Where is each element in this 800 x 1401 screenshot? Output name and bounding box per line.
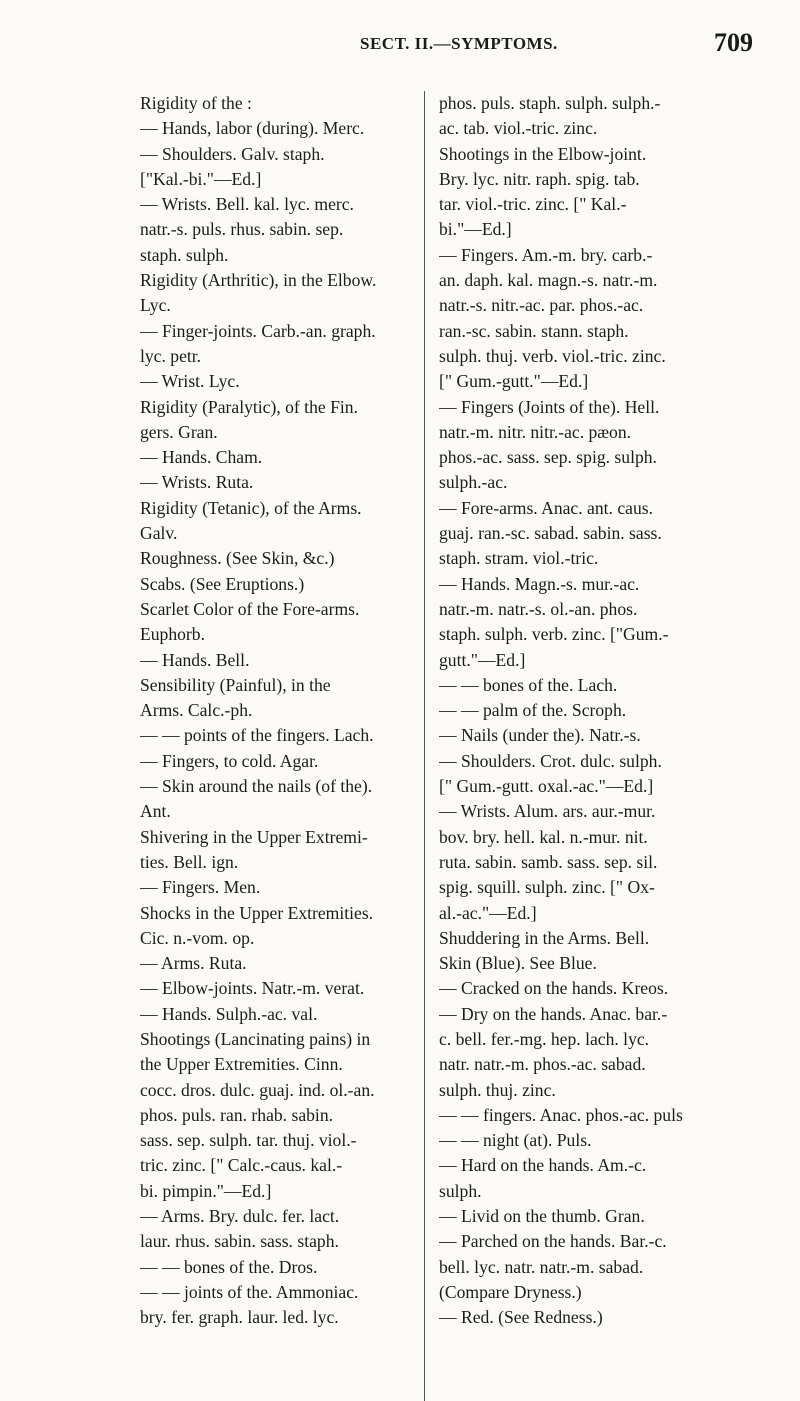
text-line: bov. bry. hell. kal. n.-mur. nit. [439,826,648,847]
text-line: lyc. petr. [140,345,202,366]
text-line: — Fingers, to cold. Agar. [140,750,319,771]
text-line: Shocks in the Upper Extremities. [140,902,374,923]
text-line: — Fingers. Am.-m. bry. carb.- [439,244,653,265]
page-number: 709 [714,28,753,57]
text-line: — Fingers. Men. [140,877,261,898]
text-line: — Finger-joints. Carb.-an. graph. [140,320,376,341]
text-line: Cic. n.-vom. op. [140,927,255,948]
text-line: Scarlet Color of the Fore-arms. [140,598,360,619]
text-line: bi. pimpin."—Ed.] [140,1180,272,1201]
text-line: — Wrist. Lyc. [140,371,240,392]
text-line: — Arms. Bry. dulc. fer. lact. [140,1206,340,1227]
text-line: phos.-ac. sass. sep. spig. sulph. [439,447,657,468]
text-line: — — fingers. Anac. phos.-ac. puls [439,1104,683,1125]
text-line: gers. Gran. [140,421,218,442]
text-line: — Hands. Cham. [140,447,263,468]
text-line: — Shoulders. Galv. staph. [140,143,325,164]
text-line: Sensibility (Painful), in the [140,674,331,695]
text-line: ruta. sabin. samb. sass. sep. sil. [439,851,658,872]
text-line: — Wrists. Alum. ars. aur.-mur. [439,801,656,822]
text-line: — Hands, labor (during). Merc. [140,118,365,139]
text-line: phos. puls. ran. rhab. sabin. [140,1104,334,1125]
text-line: Shootings (Lancinating pains) in [140,1028,371,1049]
text-line: sulph.-ac. [439,472,508,493]
text-line: — — bones of the. Dros. [140,1256,318,1277]
text-line: spig. squill. sulph. zinc. [" Ox- [439,877,655,898]
text-line: gutt."—Ed.] [439,649,526,670]
text-line: guaj. ran.-sc. sabad. sabin. sass. [439,523,662,544]
text-line: — — points of the fingers. Lach. [140,725,374,746]
text-line: — Shoulders. Crot. dulc. sulph. [439,750,662,771]
text-line: Rigidity (Arthritic), in the Elbow. [140,270,377,291]
text-line: — — joints of the. Ammoniac. [140,1281,359,1302]
text-line: al.-ac."—Ed.] [439,902,537,923]
running-head: SECT. II.—SYMPTOMS. [360,34,558,53]
text-line: — Hands. Sulph.-ac. val. [140,1003,318,1024]
text-line: — Hands. Magn.-s. mur.-ac. [439,573,640,594]
text-line: an. daph. kal. magn.-s. natr.-m. [439,270,658,291]
text-line: — Livid on the thumb. Gran. [439,1206,645,1227]
text-line: natr.-s. nitr.-ac. par. phos.-ac. [439,295,644,316]
text-line: bell. lyc. natr. natr.-m. sabad. [439,1256,644,1277]
right-column [424,91,715,1401]
text-line: — Parched on the hands. Bar.-c. [439,1231,667,1252]
text-line: the Upper Extremities. Cinn. [140,1054,343,1075]
text-line: Galv. [140,523,178,544]
text-line: Roughness. (See Skin, &c.) [140,548,335,569]
text-line: — Fore-arms. Anac. ant. caus. [439,497,653,518]
text-line: laur. rhus. sabin. sass. staph. [140,1231,339,1252]
text-line: Arms. Calc.-ph. [140,700,253,721]
text-line: [" Gum.-gutt."—Ed.] [439,371,589,392]
text-line: sass. sep. sulph. tar. thuj. viol.- [140,1130,357,1151]
text-line: Shivering in the Upper Extremi- [140,826,368,847]
text-line: Rigidity (Paralytic), of the Fin. [140,396,358,417]
text-line: ties. Bell. ign. [140,851,239,872]
text-line: Skin (Blue). See Blue. [439,953,597,974]
text-line: Rigidity (Tetanic), of the Arms. [140,497,362,518]
text-line: bi."—Ed.] [439,219,512,240]
text-line: (Compare Dryness.) [439,1281,582,1302]
text-line: — Cracked on the hands. Kreos. [439,978,669,999]
text-line: staph. stram. viol.-tric. [439,548,599,569]
text-line: tric. zinc. [" Calc.-caus. kal.- [140,1155,343,1176]
text-line: Rigidity of the : [140,93,252,113]
text-line: — — night (at). Puls. [439,1130,592,1151]
text-line: — Arms. Ruta. [140,953,247,974]
text-line: — Wrists. Ruta. [140,472,254,493]
text-line: — Fingers (Joints of the). Hell. [439,396,660,417]
text-line: — Red. (See Redness.) [439,1307,603,1328]
text-line: sulph. thuj. verb. viol.-tric. zinc. [439,345,666,366]
text-line: natr.-m. nitr. nitr.-ac. pæon. [439,421,632,442]
text-line: Shuddering in the Arms. Bell. [439,927,650,948]
text-line: — Dry on the hands. Anac. bar.- [439,1003,668,1024]
text-line: sulph. thuj. zinc. [439,1079,556,1100]
text-line: ac. tab. viol.-tric. zinc. [439,118,598,139]
text-line: staph. sulph. [140,244,229,265]
left-column [140,91,412,1331]
page-header [0,20,800,60]
text-line: natr.-m. natr.-s. ol.-an. phos. [439,598,638,619]
text-line: — Skin around the nails (of the). [140,776,373,797]
text-line: natr. natr.-m. phos.-ac. sabad. [439,1054,646,1075]
text-line: — Hard on the hands. Am.-c. [439,1155,647,1176]
text-line: cocc. dros. dulc. guaj. ind. ol.-an. [140,1079,375,1100]
text-line: bry. fer. graph. laur. led. lyc. [140,1307,339,1328]
text-line: — Wrists. Bell. kal. lyc. merc. [140,194,354,215]
text-line: staph. sulph. verb. zinc. ["Gum.- [439,624,669,645]
text-line: Euphorb. [140,624,205,645]
text-line: Shootings in the Elbow-joint. [439,143,647,164]
text-line: — — bones of the. Lach. [439,674,618,695]
text-line: ["Kal.-bi."—Ed.] [140,168,262,189]
text-line: Ant. [140,801,171,822]
text-line: — — palm of the. Scroph. [439,700,627,721]
text-line: Lyc. [140,295,171,316]
text-line: — Elbow-joints. Natr.-m. verat. [140,978,365,999]
text-line: tar. viol.-tric. zinc. [" Kal.- [439,194,627,215]
text-line: natr.-s. puls. rhus. sabin. sep. [140,219,344,240]
text-line: ran.-sc. sabin. stann. staph. [439,320,629,341]
text-line: [" Gum.-gutt. oxal.-ac."—Ed.] [439,776,654,797]
text-line: c. bell. fer.-mg. hep. lach. lyc. [439,1028,650,1049]
text-line: Scabs. (See Eruptions.) [140,573,305,594]
text-line: Bry. lyc. nitr. raph. spig. tab. [439,168,640,189]
text-line: sulph. [439,1180,482,1201]
text-line: — Hands. Bell. [140,649,250,670]
text-line: — Nails (under the). Natr.-s. [439,725,641,746]
text-line: phos. puls. staph. sulph. sulph.- [439,93,661,113]
